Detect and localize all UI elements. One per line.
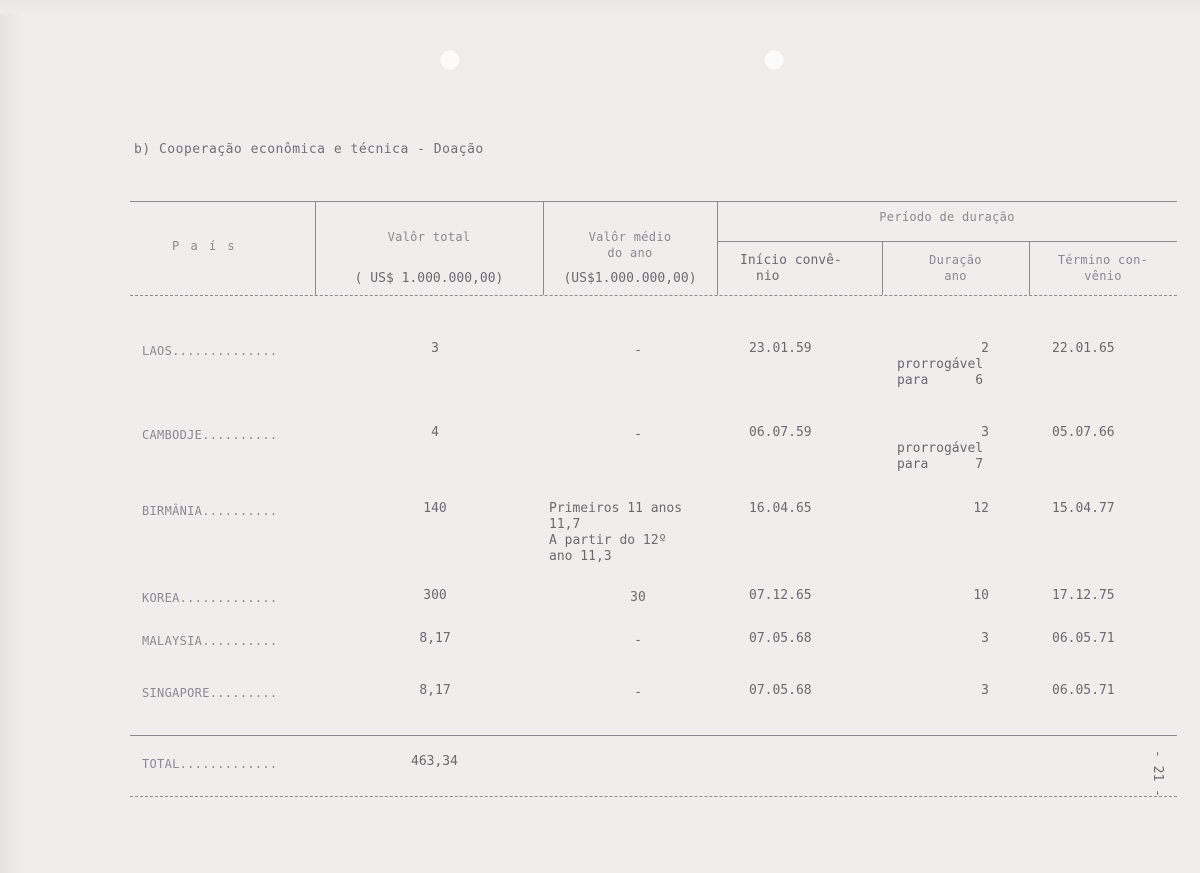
header-termino-sub: vênio [1084, 269, 1122, 283]
row-valor-total: 140 [423, 501, 447, 516]
row-valor-medio: - [634, 343, 642, 358]
header-bottom-rule [130, 295, 1177, 296]
row-termino: 06.05.71 [1052, 683, 1115, 698]
row-inicio: 16.04.65 [749, 501, 812, 516]
row-inicio: 07.12.65 [749, 588, 812, 603]
total-value: 463,34 [411, 754, 458, 769]
header-periodo: Período de duração [879, 210, 1015, 224]
row-duracao: 10 [973, 588, 989, 603]
row-valor-total: 8,17 [419, 683, 451, 698]
row-duracao: 3 [981, 425, 989, 440]
header-valor-total-unit: ( US$ 1.000.000,00) [354, 271, 504, 286]
total-top-rule [130, 735, 1177, 736]
header-duracao-sub: ano [944, 269, 967, 283]
row-country: CAMBODJE.......... [142, 428, 278, 442]
total-label: TOTAL............. [142, 757, 278, 771]
row-duracao: 3 [981, 631, 989, 646]
period-subheader-rule [717, 241, 1177, 242]
row-valor-medio: - [634, 633, 642, 648]
table-bottom-rule [130, 796, 1177, 797]
row-duracao-note: prorrogável [897, 441, 984, 456]
header-pais: P a í s [172, 239, 237, 253]
row-valor-medio: - [634, 427, 642, 442]
row-valor-medio: - [634, 685, 642, 700]
row-termino: 15.04.77 [1052, 501, 1115, 516]
header-termino: Término con- [1057, 253, 1149, 267]
row-duracao: 2 [981, 341, 989, 356]
header-duracao: Duração [929, 253, 982, 267]
row-valor-total: 3 [431, 341, 439, 356]
row-country: SINGAPORE......... [142, 686, 278, 700]
row-country: LAOS.............. [142, 344, 278, 358]
row-valor-medio: Primeiros 11 anos [549, 501, 683, 516]
row-duracao-note: para 7 [897, 457, 984, 472]
row-valor-total: 8,17 [419, 631, 451, 646]
header-valor-medio: Valôr médio [588, 230, 672, 244]
row-inicio: 07.05.68 [749, 683, 812, 698]
header-inicio: Início convê- [740, 253, 842, 268]
row-duracao: 12 [973, 501, 989, 516]
punch-hole-right [763, 49, 785, 71]
row-country: KOREA............. [142, 591, 278, 605]
row-country: MALAYSIA.......... [142, 634, 278, 648]
row-valor-medio: 30 [630, 590, 646, 605]
header-valor-medio-unit: (US$1.000.000,00) [563, 271, 697, 286]
row-duracao: 3 [981, 683, 989, 698]
header-valor-medio-sub: do ano [607, 246, 653, 260]
row-termino: 06.05.71 [1052, 631, 1115, 646]
row-country: BIRMÂNIA.......... [142, 504, 278, 518]
paper-edge [0, 0, 22, 873]
row-valor-medio: 11,7 [549, 517, 581, 532]
row-valor-medio: ano 11,3 [549, 549, 612, 564]
header-inicio-sub: nio [756, 269, 780, 284]
row-termino: 22.01.65 [1052, 341, 1115, 356]
row-termino: 05.07.66 [1052, 425, 1115, 440]
page-number: - 21 - [1150, 750, 1165, 797]
row-duracao-note: prorrogável [897, 357, 984, 372]
row-valor-total: 4 [431, 425, 439, 440]
row-duracao-note: para 6 [897, 373, 984, 388]
section-title: b) Cooperação econômica e técnica - Doação [134, 142, 484, 157]
row-inicio: 07.05.68 [749, 631, 812, 646]
header-valor-total: Valôr total [387, 230, 471, 244]
row-valor-total: 300 [423, 588, 447, 603]
punch-hole-left [439, 49, 461, 71]
paper-top-edge [0, 0, 1200, 14]
row-inicio: 06.07.59 [749, 425, 812, 440]
row-inicio: 23.01.59 [749, 341, 812, 356]
table-top-rule [130, 201, 1177, 202]
row-termino: 17.12.75 [1052, 588, 1115, 603]
row-valor-medio: A partir do 12º [549, 533, 667, 548]
